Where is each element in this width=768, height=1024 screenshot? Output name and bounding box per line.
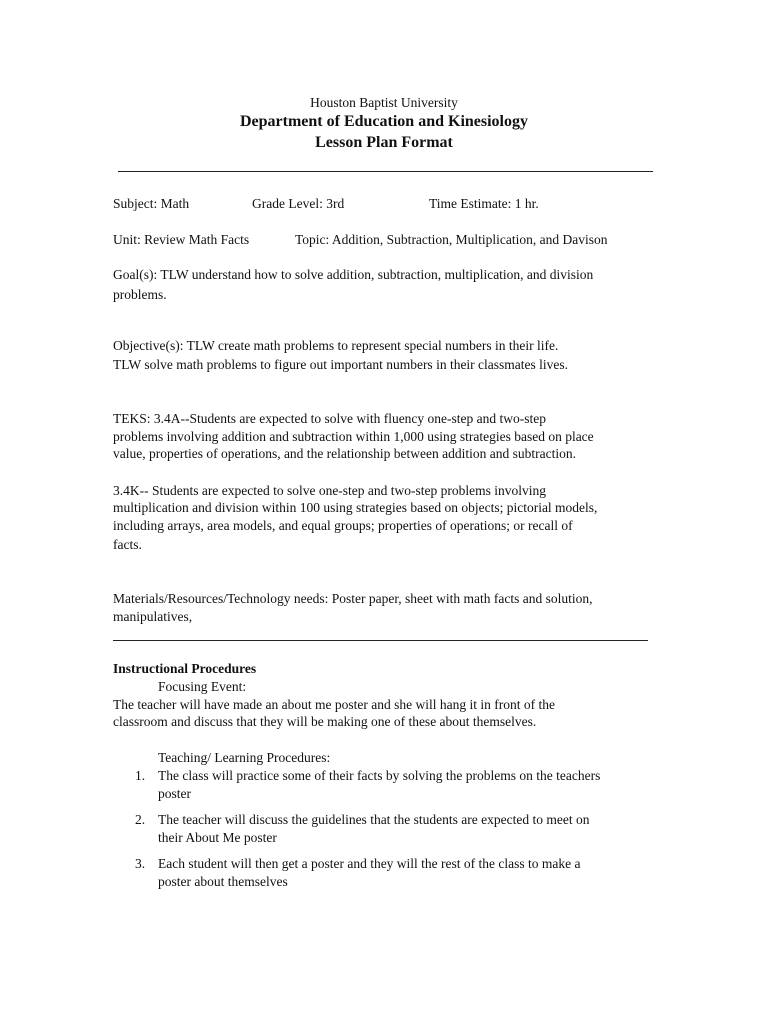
teks-a-line-1: TEKS: 3.4A--Students are expected to solve with fluency one-step and two-step [113, 411, 547, 426]
step-text-line-1: The class will practice some of their facts by solving the problems on the teachers [158, 768, 601, 783]
teaching-procedures-label: Teaching/ Learning Procedures: [158, 750, 331, 765]
header-divider [118, 171, 653, 172]
instructional-procedures-heading: Instructional Procedures [113, 661, 257, 676]
step-text-line-1: The teacher will discuss the guidelines that the students are expected to meet on [158, 812, 590, 827]
objectives-line-1: Objective(s): TLW create math problems to represent special numbers in their life. [113, 338, 559, 353]
step-text-line-2: poster [158, 786, 191, 801]
objectives-line-2: TLW solve math problems to figure out important numbers in their classmates lives. [113, 357, 569, 372]
goals-line-1: Goal(s): TLW understand how to solve addition, subtraction, multiplication, and division [113, 267, 594, 282]
document-title: Lesson Plan Format [315, 134, 453, 151]
department-title: Department of Education and Kinesiology [239, 113, 528, 130]
materials-divider [113, 640, 648, 641]
focusing-event-line-1: The teacher will have made an about me poster and she will hang it in front of the [113, 697, 555, 712]
time-estimate-field: Time Estimate: 1 hr. [429, 196, 539, 211]
teks-k-line-1: 3.4K-- Students are expected to solve one-step and two-step problems involving [113, 483, 547, 498]
university-name: Houston Baptist University [310, 95, 458, 110]
step-text-line-2: their About Me poster [158, 830, 277, 845]
step-text-line-2: poster about themselves [158, 874, 288, 889]
grade-level-field: Grade Level: 3rd [252, 196, 345, 211]
step-number: 2. [135, 812, 146, 827]
topic-field: Topic: Addition, Subtraction, Multiplication, and Davison [295, 232, 608, 247]
teks-k-line-3: including arrays, area models, and equal groups; properties of operations; or recall of [113, 518, 573, 533]
step-text-line-1: Each student will then get a poster and they will the rest of the class to make a [158, 856, 581, 871]
subject-field: Subject: Math [113, 196, 190, 211]
materials-line-1: Materials/Resources/Technology needs: Poster paper, sheet with math facts and solution, [113, 591, 593, 606]
focusing-event-line-2: classroom and discuss that they will be making one of these about themselves. [113, 714, 537, 729]
teks-k-line-4: facts. [113, 537, 142, 552]
teks-a-line-2: problems involving addition and subtraction within 1,000 using strategies based on place [113, 429, 594, 444]
unit-field: Unit: Review Math Facts [113, 232, 250, 247]
goals-line-2: problems. [113, 287, 167, 302]
focusing-event-label: Focusing Event: [158, 679, 247, 694]
teks-a-line-3: value, properties of operations, and the relationship between addition and subtraction. [113, 446, 576, 461]
step-number: 3. [135, 856, 146, 871]
teks-k-line-2: multiplication and division within 100 using strategies based on objects; pictorial models, [113, 500, 598, 515]
materials-line-2: manipulatives, [113, 609, 193, 624]
step-number: 1. [135, 768, 146, 783]
